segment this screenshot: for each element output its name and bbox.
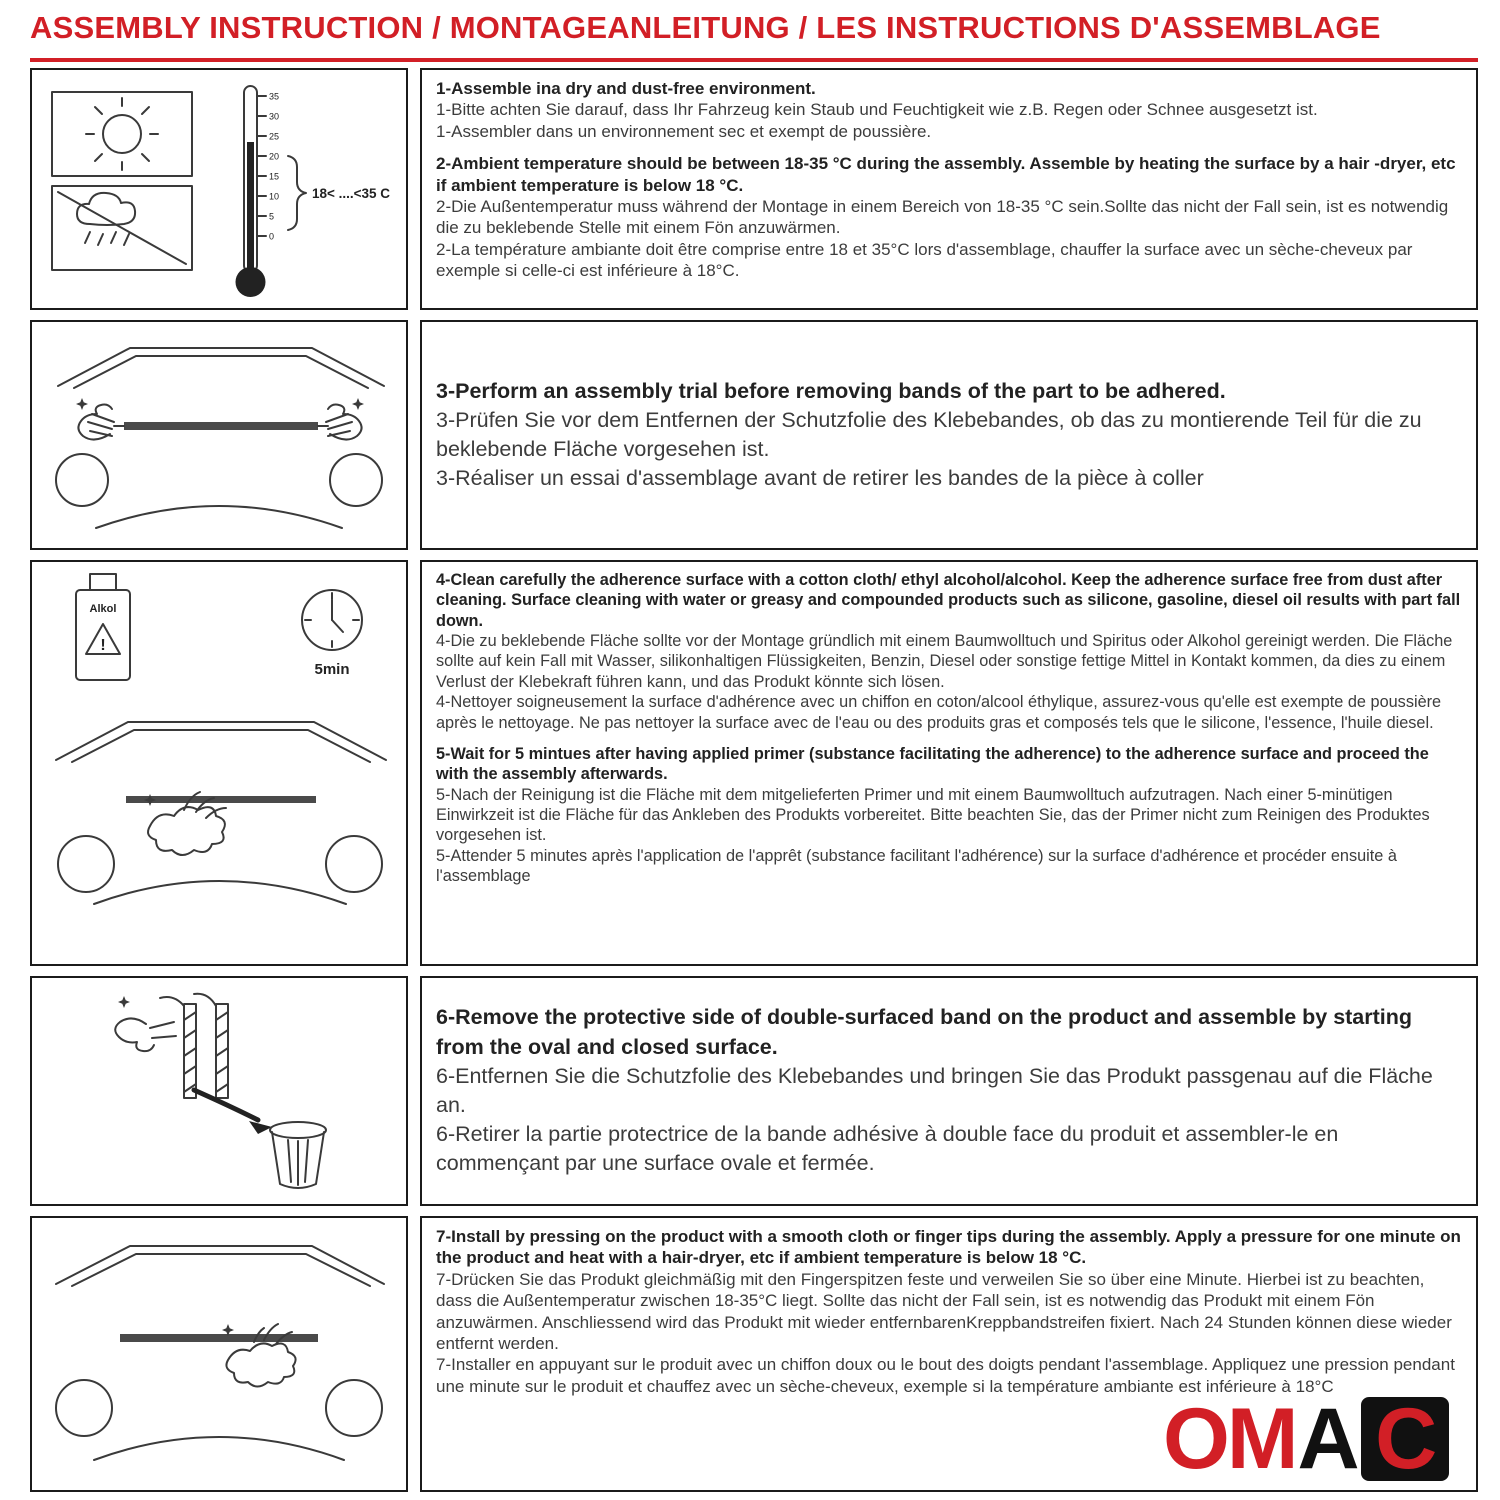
instruction-paragraph: 1-Assemble ina dry and dust-free environment. (436, 79, 816, 98)
instruction-paragraph: 7-Install by pressing on the product with a smooth cloth or finger tips during the assembly. Apply a pressure for one minute on the product and heat with a hair-dryer, etc if ambient temperature is below 18 °C. (436, 1227, 1461, 1268)
car-body-outline (58, 348, 384, 388)
instruction-paragraph: 3-Perform an assembly trial before removing bands of the part to be adhered. (436, 378, 1226, 403)
left-lamp-circle (56, 454, 108, 506)
instruction-paragraph: 3-Réaliser un essai d'assemblage avant de retirer les bandes de la pièce à coller (436, 466, 1204, 491)
temp-range-label: 18< ....<35 C (312, 186, 391, 201)
assembly-trial-illustration (30, 320, 408, 550)
trim-strip-icon (114, 422, 328, 430)
remove-band-svg (32, 978, 406, 1204)
left-lamp-circle (56, 1380, 112, 1436)
lower-body-arc (94, 881, 346, 904)
product-strips-icon (160, 994, 228, 1098)
instruction-paragraph: 2-Ambient temperature should be between 18-35 °C during the assembly. Assemble by heating the surface by a hair -dryer, etc if ambient temperature is below 18 °C. (436, 154, 1456, 195)
instruction-paragraph: 1-Assembler dans un environnement sec et exempt de poussière. (436, 121, 932, 141)
instruction-paragraph: 2-La température ambiante doit être comprise entre 18 et 35°C lors d'assemblage, chauffer la surface avec un sèche-cheveux par exemple si celle-ci est inférieure à 18°C. (436, 239, 1413, 281)
instruction-paragraph: 6-Remove the protective side of double-surfaced band on the product and assemble by starting from the oval and closed surface. (436, 1005, 1413, 1059)
right-lamp-circle (326, 836, 382, 892)
lower-body-arc (94, 1437, 344, 1460)
cleaning-illustration (30, 560, 408, 966)
arrow-icon (194, 1090, 272, 1134)
remove-band-illustration (30, 976, 408, 1206)
instruction-row-3 (30, 560, 1478, 966)
lower-body-arc (96, 506, 342, 528)
instruction-paragraph: 7-Installer en appuyant sur le produit avec un chiffon doux ou le bout des doigts pendant l'assemblage. Appliquez une pression pendant une minute sur le produit et chauffez avec un sèche-cheveux, exemple si la température ambiante est inférieure à 18°C (436, 1355, 1455, 1396)
trim-strip-icon (120, 1334, 318, 1342)
no-rain-icon (52, 186, 192, 270)
right-lamp-circle (330, 454, 382, 506)
press-install-svg (32, 1218, 406, 1490)
press-install-illustration (30, 1216, 408, 1492)
instruction-paragraph: 6-Retirer la partie protectrice de la bande adhésive à double face du produit et assembler-le en commençant par une surface ovale et fermée. (436, 1122, 1339, 1176)
left-lamp-circle (58, 836, 114, 892)
instruction-paragraph: 4-Die zu beklebende Fläche sollte vor der Montage gründlich mit einem Baumwolltuch und Spiritus oder Alkohol gereinigt werden. Die Fläche sollte auf kein Fall mit Wasser, silikonhaltigen Flüssigkeiten, Benzin, Diesel oder sonstige fettige Mittel in Kontakt kommen, da dies zu einem Verlust der Klebekraft führen kann, und das Produkt könnte sich lösen. (436, 632, 1453, 691)
instruction-paragraph: 5-Nach der Reinigung ist die Fläche mit dem mitgelieferten Primer und mit einem Baumwolltuch aufzutragen. Nach einer 5-minütigen Einwirkzeit ist die Fläche für das Ankleben des Produkts vorbereitet. Bitte beachten Sie, das der Primer nicht zum Reinigen des Produktes vorgesehen ist. (436, 785, 1430, 845)
instruction-row-4 (30, 976, 1478, 1206)
instruction-paragraph: 4-Nettoyer soigneusement la surface d'adhérence avec un chiffon en coton/alcool éthylique, assurez-vous qu'elle est exempte de poussière après le nettoyage. Ne pas nettoyer la surface avec de l'eau ou des produits gras et composés tels que le silicone, l'essence, l'huile diesel. (436, 693, 1442, 732)
svg-text:15: 15 (269, 171, 280, 182)
svg-text:35: 35 (269, 91, 280, 102)
omac-logo (1163, 1391, 1449, 1487)
assembly-trial-svg (32, 322, 406, 548)
car-body-outline (56, 722, 386, 762)
svg-text:25: 25 (269, 131, 280, 142)
instruction-text-1 (420, 68, 1478, 310)
peel-hand-icon (115, 996, 176, 1051)
left-hand-icon (76, 398, 114, 440)
right-hand-icon (326, 398, 364, 440)
instruction-paragraph: 5-Wait for 5 mintues after having applied primer (substance facilitating the adherence) to the adherence surface and proceed the with the assembly afterwards. (436, 744, 1429, 784)
car-body-outline (56, 1246, 384, 1286)
svg-text:10: 10 (269, 191, 280, 202)
instruction-paragraph: 4-Clean carefully the adherence surface with a cotton cloth/ ethyl alcohol/alcohol. Keep the adherence surface free from dust after cleaning. Surface cleaning with water or greasy and compounded products such as silicone, gasoline, diesel oil results with part fall down. (436, 571, 1461, 630)
svg-text:20: 20 (269, 151, 280, 162)
instruction-paragraph: 1-Bitte achten Sie darauf, dass Ihr Fahrzeug kein Staub und Feuchtigkeit wie z.B. Regen oder Schnee ausgesetzt ist. (436, 100, 1318, 120)
clock-label: 5min (314, 661, 350, 678)
sun-icon (52, 92, 192, 176)
thermometer-icon (236, 86, 391, 297)
right-lamp-circle (326, 1380, 382, 1436)
paragraph-spacer (436, 142, 1462, 153)
environment-illustration-svg (32, 70, 406, 308)
logo-letters-om: OM (1163, 1391, 1296, 1487)
clock-icon (302, 590, 362, 678)
logo-letter-a: A (1297, 1391, 1357, 1487)
trash-can-icon (270, 1122, 326, 1188)
environment-illustration (30, 68, 408, 310)
instruction-paragraph: 3-Prüfen Sie vor dem Entfernen der Schutzfolie des Klebebandes, ob das zu montierende Teil für die zu beklebende Fläche vorgesehen ist. (436, 407, 1422, 461)
brace-glyph (288, 156, 306, 230)
header (30, 10, 1478, 62)
paragraph-spacer (436, 733, 1462, 744)
svg-text:5: 5 (269, 211, 275, 222)
alcohol-bottle-icon (76, 574, 130, 680)
pressing-hand-icon (222, 1324, 296, 1387)
instruction-paragraph: 2-Die Außentemperatur muss während der Montage in einem Bereich von 18-35 °C sein.Sollte das nicht der Fall sein, ist es notwendig die zu beklebende Stelle mit einem Fön anzuwärmen. (436, 197, 1449, 238)
svg-text:30: 30 (269, 111, 280, 122)
instruction-text-4 (420, 976, 1478, 1206)
instruction-paragraph: 5-Attender 5 minutes après l'application de l'apprêt (substance facilitant l'adhérence) sur la surface d'adhérence et procéder ensuite à l'assemblage (436, 846, 1397, 886)
instruction-row-1 (30, 68, 1478, 310)
instruction-row-2 (30, 320, 1478, 550)
logo-letter-c-box (1361, 1391, 1449, 1487)
instruction-text-3 (420, 560, 1478, 966)
warning-mark: ! (100, 637, 106, 654)
instruction-text-2 (420, 320, 1478, 550)
page-title: ASSEMBLY INSTRUCTION / MONTAGEANLEITUNG / LES INSTRUCTIONS D'ASSEMBLAGE (30, 10, 1381, 45)
svg-text:0: 0 (269, 231, 275, 242)
cleaning-svg (32, 562, 406, 964)
instruction-paragraph: 7-Drücken Sie das Produkt gleichmäßig mit den Fingerspitzen feste und verweilen Sie so über eine Minute. Hierbei ist zu beachten, dass die Außentemperatur zwischen 18-35°C liegt. Sollte das nicht der Fall sein, ist es notwendig das Produkt mit einem Fön anzuwärmen. Anschliessend wird das Produkt mit wieder entfernbarenKreppbandstreifen fixiert. Nach 24 Stunden können diese wieder entfernt werden. (436, 1269, 1452, 1354)
logo-letter-c: C (1375, 1391, 1435, 1487)
alcohol-label: Alkol (89, 603, 117, 615)
instruction-paragraph: 6-Entfernen Sie die Schutzfolie des Klebebandes und bringen Sie das Produkt passgenau auf die Fläche an. (436, 1063, 1433, 1117)
